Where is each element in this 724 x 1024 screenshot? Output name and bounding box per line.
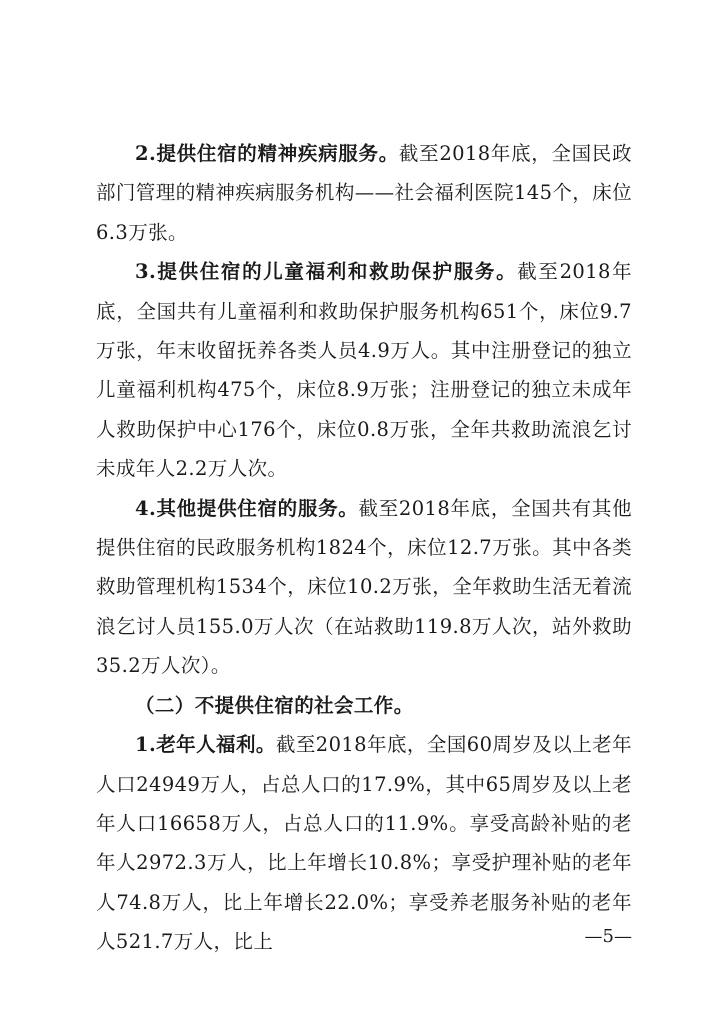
paragraph-body: 截至2018年底，全国民政部门管理的精神疾病服务机构——社会福利医院145个，床位6.3万张。 <box>96 142 632 244</box>
paragraph-heading: 2.提供住宿的精神疾病服务。 <box>135 142 399 165</box>
paragraph <box>96 134 632 252</box>
paragraph-body: 截至2018年底，全国共有其他提供住宿的民政服务机构1824个，床位12.7万张。其中各类救助管理机构1534个，床位10.2万张，全年救助生活无着流浪乞讨人员155.0万人次（在站救助119.8万人次，站外救助35.2万人次）。 <box>96 496 632 678</box>
paragraph-heading: 4.其他提供住宿的服务。 <box>135 496 359 520</box>
paragraph-body: 截至2018年底，全国共有儿童福利和救助保护服务机构651个，床位9.7万张，年末收留抚养各类人员4.9万人。其中注册登记的独立儿童福利机构475个，床位8.9万张；注册登记的独立未成年人救助保护中心176个，床位0.8万张，全年共救助流浪乞讨未成年人2.2万人次。 <box>96 260 632 481</box>
page-number: —5— <box>584 926 632 947</box>
section-subheading: （二）不提供住宿的社会工作。 <box>135 693 414 717</box>
paragraph-heading: 1.老年人福利。 <box>135 733 276 757</box>
body-text <box>96 134 632 962</box>
paragraph <box>96 725 632 961</box>
paragraph-body: 截至2018年底，全国60周岁及以上老年人口24949万人，占总人口的17.9%，其中65周岁及以上老年人口16658万人，占总人口的11.9%。享受高龄补贴的老年人2972.3万人，比上年增长10.8%；享受护理补贴的老年人74.8万人，比上年增长22.0%；享受养老服务补贴的老年人521.7万人，比上 <box>96 733 632 954</box>
paragraph <box>96 252 632 488</box>
paragraph-heading: 3.提供住宿的儿童福利和救助保护服务。 <box>135 260 518 284</box>
paragraph <box>96 489 632 686</box>
